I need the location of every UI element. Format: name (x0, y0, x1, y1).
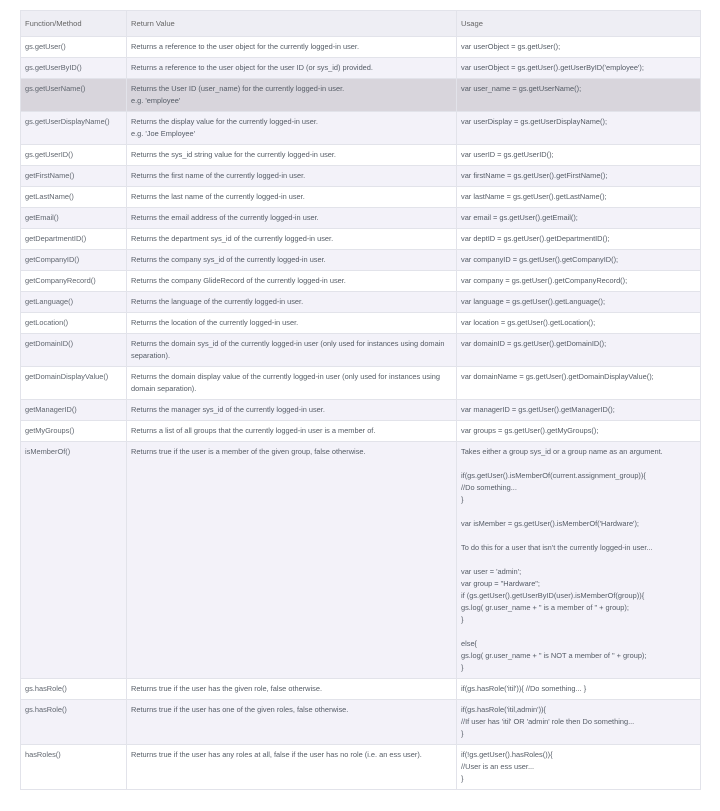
usage-text: var userObject = gs.getUser().getUserByID('employee'); (461, 63, 644, 72)
table-row (21, 271, 701, 292)
return-value-text: Returns the language of the currently logged-in user. (131, 297, 304, 306)
function-cell: gs.getUserByID() (21, 58, 127, 79)
usage-text: Takes either a group sys_id or a group name as an argument. if(gs.getUser().isMemberOf(current.assignment_group)){ //Do something... } var isMember = gs.getUser().isMemberOf('Hardware'); To do this for a user that isn't the currently logged-in user... var user = 'admin'; var group = "Hardware"; if (gs.getUser().getUserByID(user).isMemberOf(group)){ gs.log( gr.user_name + " is a member of " + group); } else{ gs.log( gr.user_name + " is NOT a member of " + group); } (461, 447, 663, 672)
usage-cell (457, 145, 701, 166)
usage-text: if(gs.hasRole('itil,admin')){ //If user has 'itil' OR 'admin' role then Do something... } (461, 705, 635, 738)
function-cell: gs.getUserID() (21, 145, 127, 166)
usage-text: var userObject = gs.getUser(); (461, 42, 561, 51)
return-value-cell (127, 250, 457, 271)
function-cell: getDepartmentID() (21, 229, 127, 250)
return-value-cell (127, 367, 457, 400)
return-value-cell (127, 700, 457, 745)
usage-cell (457, 250, 701, 271)
table-row (21, 442, 701, 679)
return-value-text: Returns true if the user has one of the given roles, false otherwise. (131, 705, 349, 714)
usage-cell (457, 442, 701, 679)
return-value-text: Returns the last name of the currently logged-in user. (131, 192, 305, 201)
return-value-cell (127, 679, 457, 700)
return-value-cell (127, 58, 457, 79)
return-value-text: Returns the domain display value of the currently logged-in user (only used for instances using domain separation). (131, 372, 440, 393)
table-row (21, 421, 701, 442)
usage-cell (457, 745, 701, 790)
return-value-cell (127, 79, 457, 112)
return-value-cell (127, 745, 457, 790)
function-cell: gs.hasRole() (21, 679, 127, 700)
return-value-text: Returns the location of the currently logged-in user. (131, 318, 299, 327)
function-cell: getManagerID() (21, 400, 127, 421)
usage-text: var user_name = gs.getUserName(); (461, 84, 582, 93)
function-cell: isMemberOf() (21, 442, 127, 679)
return-value-cell (127, 145, 457, 166)
usage-text: var userID = gs.getUserID(); (461, 150, 554, 159)
usage-text: var companyID = gs.getUser().getCompanyID(); (461, 255, 619, 264)
usage-cell (457, 292, 701, 313)
table-row (21, 334, 701, 367)
function-cell: getDomainID() (21, 334, 127, 367)
table-row (21, 250, 701, 271)
table-header-row (21, 11, 701, 37)
usage-text: var managerID = gs.getUser().getManagerID(); (461, 405, 615, 414)
usage-cell (457, 79, 701, 112)
return-value-cell (127, 37, 457, 58)
usage-cell (457, 700, 701, 745)
table-row (21, 367, 701, 400)
table-row (21, 58, 701, 79)
return-value-text: Returns the sys_id string value for the currently logged-in user. (131, 150, 336, 159)
table-row (21, 145, 701, 166)
return-value-cell (127, 421, 457, 442)
table-row (21, 292, 701, 313)
usage-cell (457, 400, 701, 421)
usage-text: var lastName = gs.getUser().getLastName(); (461, 192, 607, 201)
table-row (21, 187, 701, 208)
return-value-text: Returns the company GlideRecord of the currently logged-in user. (131, 276, 346, 285)
function-cell: getCompanyID() (21, 250, 127, 271)
usage-cell (457, 421, 701, 442)
function-cell: gs.getUserName() (21, 79, 127, 112)
function-cell: getLanguage() (21, 292, 127, 313)
return-value-cell (127, 112, 457, 145)
usage-text: var company = gs.getUser().getCompanyRecord(); (461, 276, 628, 285)
return-value-cell (127, 400, 457, 421)
table-row (21, 700, 701, 745)
table-row (21, 229, 701, 250)
table-row (21, 37, 701, 58)
usage-cell (457, 679, 701, 700)
return-value-cell (127, 166, 457, 187)
usage-text: var location = gs.getUser().getLocation(); (461, 318, 596, 327)
usage-text: if(gs.hasRole('itil')){ //Do something... } (461, 684, 587, 693)
return-value-text: Returns the manager sys_id of the currently logged-in user. (131, 405, 325, 414)
usage-cell (457, 166, 701, 187)
table-row (21, 313, 701, 334)
return-value-cell (127, 271, 457, 292)
table-row (21, 112, 701, 145)
return-value-text: Returns a reference to the user object for the currently logged-in user. (131, 42, 360, 51)
function-cell: getLocation() (21, 313, 127, 334)
user-functions-table-container (20, 10, 700, 790)
table-row (21, 745, 701, 790)
usage-text: var language = gs.getUser().getLanguage(); (461, 297, 606, 306)
usage-cell (457, 208, 701, 229)
usage-text: var domainName = gs.getUser().getDomainDisplayValue(); (461, 372, 654, 381)
header-usage: Usage (457, 11, 701, 37)
usage-cell (457, 271, 701, 292)
return-value-text: Returns a reference to the user object for the user ID (or sys_id) provided. (131, 63, 373, 72)
return-value-cell (127, 229, 457, 250)
function-cell: gs.getUserDisplayName() (21, 112, 127, 145)
table-row (21, 166, 701, 187)
usage-text: if(!gs.getUser().hasRoles()){ //User is an ess user... } (461, 750, 553, 783)
usage-cell (457, 229, 701, 250)
return-value-cell (127, 187, 457, 208)
function-cell: gs.getUser() (21, 37, 127, 58)
return-value-text: Returns true if the user has any roles at all, false if the user has no role (i.e. an ess user). (131, 750, 422, 759)
function-cell: getLastName() (21, 187, 127, 208)
return-value-text: Returns a list of all groups that the currently logged-in user is a member of. (131, 426, 376, 435)
return-value-text: Returns the display value for the currently logged-in user. e.g. 'Joe Employee' (131, 117, 318, 138)
return-value-cell (127, 292, 457, 313)
return-value-text: Returns the company sys_id of the currently logged-in user. (131, 255, 326, 264)
return-value-text: Returns the first name of the currently logged-in user. (131, 171, 306, 180)
function-cell: getEmail() (21, 208, 127, 229)
usage-cell (457, 313, 701, 334)
table-row-highlighted (21, 79, 701, 112)
function-cell: getCompanyRecord() (21, 271, 127, 292)
usage-cell (457, 187, 701, 208)
header-return-value: Return Value (127, 11, 457, 37)
function-cell: gs.hasRole() (21, 700, 127, 745)
return-value-text: Returns the department sys_id of the currently logged-in user. (131, 234, 334, 243)
return-value-cell (127, 208, 457, 229)
return-value-cell (127, 334, 457, 367)
usage-text: var domainID = gs.getUser().getDomainID(); (461, 339, 607, 348)
usage-cell (457, 58, 701, 79)
function-cell: hasRoles() (21, 745, 127, 790)
return-value-text: Returns true if the user has the given role, false otherwise. (131, 684, 323, 693)
header-function-method: Function/Method (21, 11, 127, 37)
usage-cell (457, 367, 701, 400)
return-value-text: Returns true if the user is a member of the given group, false otherwise. (131, 447, 366, 456)
usage-text: var firstName = gs.getUser().getFirstName(); (461, 171, 608, 180)
usage-cell (457, 334, 701, 367)
table-row (21, 679, 701, 700)
table-row (21, 208, 701, 229)
usage-text: var userDisplay = gs.getUserDisplayName(); (461, 117, 608, 126)
table-row (21, 400, 701, 421)
return-value-text: Returns the email address of the currently logged-in user. (131, 213, 319, 222)
usage-cell (457, 37, 701, 58)
usage-text: var email = gs.getUser().getEmail(); (461, 213, 578, 222)
return-value-text: Returns the User ID (user_name) for the currently logged-in user. e.g. 'employee' (131, 84, 345, 105)
function-cell: getDomainDisplayValue() (21, 367, 127, 400)
return-value-cell (127, 313, 457, 334)
function-cell: getMyGroups() (21, 421, 127, 442)
return-value-text: Returns the domain sys_id of the currently logged-in user (only used for instances using domain separation). (131, 339, 445, 360)
usage-text: var groups = gs.getUser().getMyGroups(); (461, 426, 599, 435)
usage-text: var deptID = gs.getUser().getDepartmentID(); (461, 234, 610, 243)
usage-cell (457, 112, 701, 145)
function-cell: getFirstName() (21, 166, 127, 187)
user-functions-table (20, 10, 701, 790)
return-value-cell (127, 442, 457, 679)
